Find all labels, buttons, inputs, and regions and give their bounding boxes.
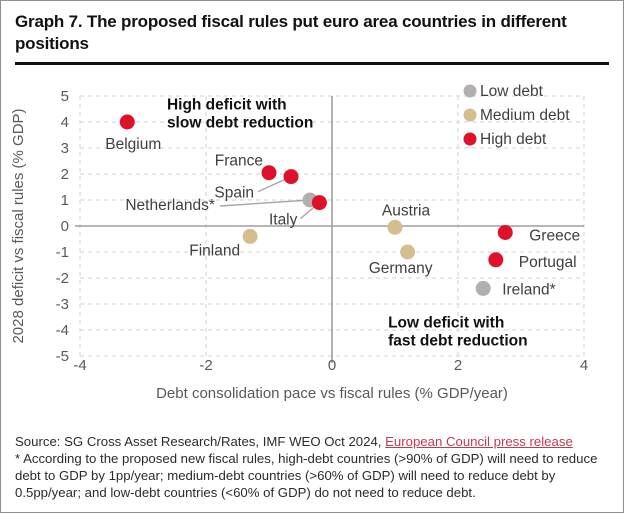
footnote: * According to the proposed new fiscal rules, high-debt countries (>90% of GDP) will need to reduce debt to GDP by 1pp/year; medium-debt countries (>60% of GDP) will need to reduce debt by 0.5pp/year; and low-debt countries (<60% of GDP) do not need to reduce debt.	[15, 451, 598, 500]
legend-dot-low_debt	[464, 85, 477, 98]
point-label-belgium: Belgium	[105, 136, 162, 153]
y-tick-label: 5	[60, 88, 69, 105]
point-label-netherlands: Netherlands*	[125, 197, 215, 214]
quadrant-annotation-high-deficit-line1: High deficit with	[166, 96, 287, 114]
point-spain	[284, 169, 299, 184]
chart-title: Graph 7. The proposed fiscal rules put euro area countries in different positions	[15, 12, 567, 53]
quadrant-annotation-low-deficit-line1: Low deficit with	[388, 314, 505, 332]
point-austria	[388, 220, 403, 235]
point-label-greece: Greece	[529, 227, 581, 245]
y-tick-label: -4	[55, 322, 69, 339]
title-underline	[15, 62, 609, 65]
y-tick-label: -3	[55, 296, 69, 313]
point-belgium	[120, 115, 135, 130]
point-france	[262, 165, 277, 180]
x-axis-title: Debt consolidation pace vs fiscal rules (% GDP/year)	[156, 385, 508, 402]
y-tick-label: 3	[60, 140, 69, 157]
point-label-portugal: Portugal	[518, 253, 577, 271]
y-tick-label: 0	[60, 218, 69, 235]
point-ireland	[476, 281, 491, 296]
point-germany	[400, 245, 415, 260]
x-tick-label: 4	[579, 357, 589, 374]
point-label-italy: Italy	[268, 211, 298, 229]
x-tick-label: 0	[327, 357, 337, 374]
x-tick-label: -4	[73, 357, 87, 374]
quadrant-annotation-high-deficit-line2: slow debt reduction	[166, 114, 314, 132]
x-tick-label: -2	[199, 357, 213, 374]
y-tick-label: 4	[60, 114, 69, 131]
legend-label-medium_debt: Medium debt	[480, 107, 570, 124]
point-italy	[312, 195, 327, 210]
footer	[15, 433, 609, 501]
legend-dot-medium_debt	[464, 109, 477, 122]
point-label-germany: Germany	[368, 260, 433, 277]
y-tick-label: 2	[60, 166, 69, 183]
y-tick-label: -5	[55, 348, 69, 365]
point-label-finland: Finland	[189, 242, 241, 260]
point-label-austria: Austria	[381, 202, 431, 220]
source-line	[15, 433, 609, 450]
quadrant-annotation-low-deficit-line2: fast debt reduction	[388, 332, 528, 350]
point-label-spain: Spain	[214, 184, 255, 202]
point-portugal	[488, 252, 503, 267]
fiscal-rules-scatter-chart	[1, 73, 624, 413]
y-tick-label: 1	[60, 192, 69, 209]
point-label-france: France	[214, 152, 263, 170]
source-link[interactable]: European Council press release	[385, 434, 573, 449]
y-tick-label: -2	[55, 270, 69, 287]
legend-label-low_debt: Low debt	[480, 83, 543, 100]
legend-dot-high_debt	[464, 133, 477, 146]
source-text: Source: SG Cross Asset Research/Rates, IMF WEO Oct 2024,	[15, 434, 386, 449]
point-label-ireland: Ireland*	[502, 281, 556, 299]
y-axis-title: 2028 deficit vs fiscal rules (% GDP)	[10, 108, 27, 344]
y-tick-label: -1	[55, 244, 69, 261]
point-finland	[243, 229, 258, 244]
point-greece	[498, 225, 513, 240]
legend-label-high_debt: High debt	[480, 131, 547, 148]
x-tick-label: 2	[453, 357, 463, 374]
